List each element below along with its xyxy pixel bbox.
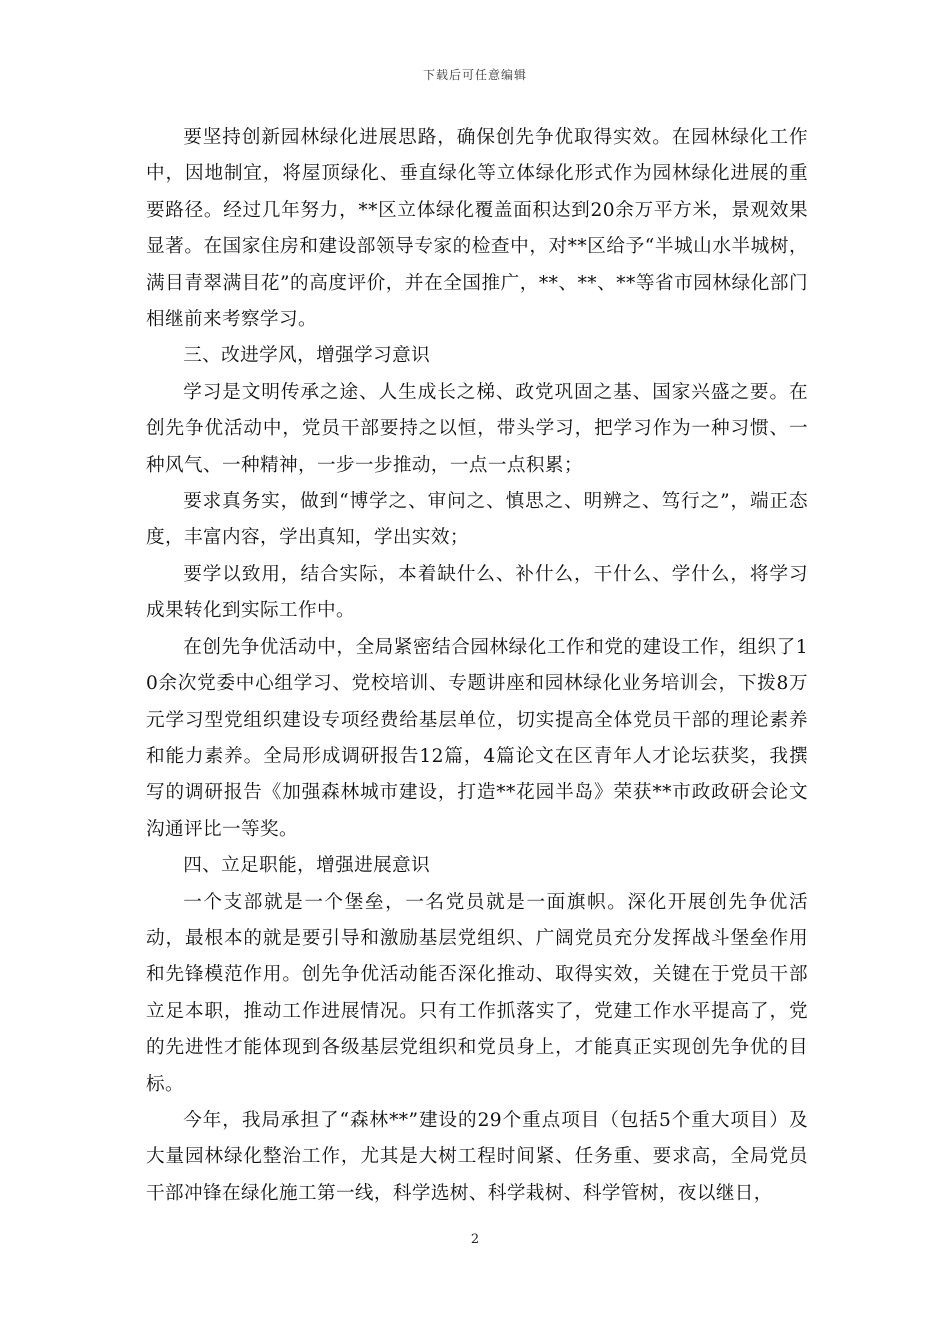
section-heading-3: 三、改进学风，增强学习意识 — [183, 345, 431, 367]
paragraph-5: 在创先争优活动中，全局紧密结合园林绿化工作和党的建设工作，组织了10余次党委中心组学习、党校培训、专题讲座和园林绿化业务培训会，下拨8万元学习型党组织建设专项经费给基层单位，切实提高全体党员干部的理论素养和能力素养。全局形成调研报告12篇，4篇论文在区青年人才论坛获奖，我撰写的调研报告《加强森林城市建设，打造**花园半岛》荣获**市政政研会论文沟通评比一等奖。 — [146, 636, 808, 840]
paragraph-4: 要学以致用，结合实际，本着缺什么、补什么，干什么、学什么，将学习成果转化到实际工作中。 — [146, 563, 808, 622]
paragraph-1: 要坚持创新园林绿化进展思路，确保创先争优取得实效。在园林绿化工作中，因地制宜，将屋顶绿化、垂直绿化等立体绿化形式作为园林绿化进展的重要路径。经过几年努力，**区立体绿化覆盖面积达到20余万平方米，景观效果显著。在国家住房和建设部领导专家的检查中，对**区给予“半城山水半城树，满目青翠满目花”的高度评价，并在全国推广，**、**、**等省市园林绿化部门相继前来考察学习。 — [146, 127, 808, 331]
page-number: 2 — [470, 1232, 480, 1247]
page-header: 下载后可任意编辑 — [422, 68, 527, 82]
paragraph-6: 一个支部就是一个堡垒，一名党员就是一面旗帜。深化开展创先争优活动，最根本的就是要引导和激励基层党组织、广阔党员充分发挥战斗堡垒作用和先锋模范作用。创先争优活动能否深化推动、取得实效，关键在于党员干部立足本职，推动工作进展情况。只有工作抓落实了，党建工作水平提高了，党的先进性才能体现到各级基层党组织和党员身上，才能真正实现创先争优的目标。 — [146, 891, 808, 1095]
document-body — [146, 120, 808, 1212]
paragraph-7: 今年，我局承担了“森林**”建设的29个重点项目（包括5个重大项目）及大量园林绿化整治工作，尤其是大树工程时间紧、任务重、要求高，全局党员干部冲锋在绿化施工第一线，科学选树、科学栽树、科学管树，夜以继日， — [146, 1109, 808, 1204]
paragraph-3: 要求真务实，做到“博学之、审问之、慎思之、明辨之、笃行之”，端正态度，丰富内容，学出真知，学出实效； — [146, 491, 808, 549]
section-heading-4: 四、立足职能，增强进展意识 — [183, 855, 431, 877]
paragraph-2: 学习是文明传承之途、人生成长之梯、政党巩固之基、国家兴盛之要。在创先争优活动中，党员干部要持之以恒，带头学习，把学习作为一种习惯、一种风气、一种精神，一步一步推动，一点一点积累； — [146, 381, 808, 476]
